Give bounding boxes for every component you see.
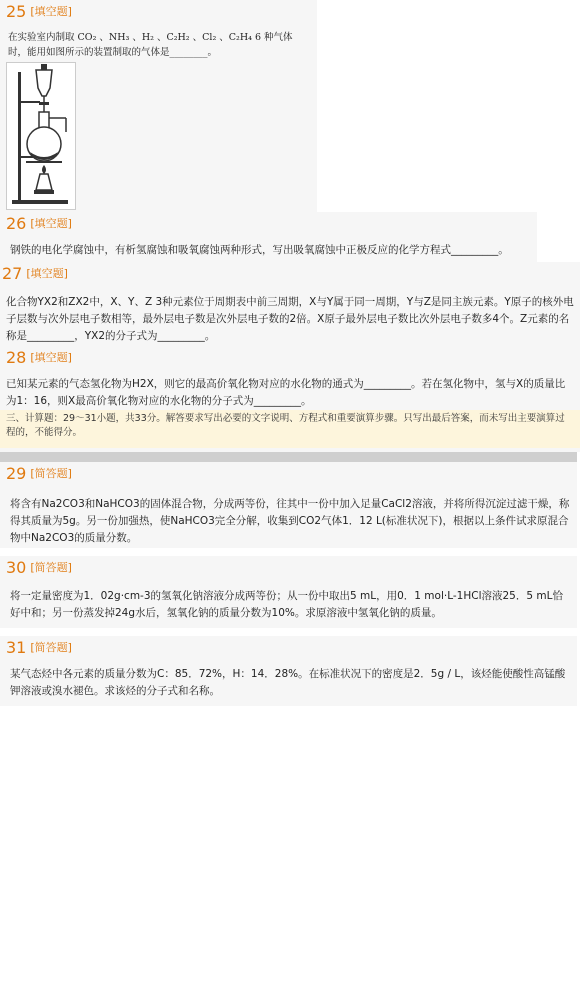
section-divider (0, 452, 577, 462)
question-header (6, 348, 72, 367)
question-number: 31 (6, 638, 27, 657)
question-type-tag: [简答题] (30, 641, 72, 654)
question-number: 25 (6, 2, 27, 21)
question-text: 将含有Na2CO3和NaHCO3的固体混合物，分成两等份，往其中一份中加入足量CaCl2溶液，并将所得沉淀过滤干燥，称得其质量为5g。另一份加强热，使NaHCO3完全分解，收集到CO2气体1．12 L(标准状况下)，根据以上条件试求原混合物中Na2CO3的质量分数。 (10, 498, 570, 544)
question-number: 29 (6, 464, 27, 483)
question-text: 将一定量密度为1．02g·cm-3的氢氧化钠溶液分成两等份；从一份中取出5 mL，用0．1 mol·L-1HCl溶液25．5 mL恰好中和；另一份蒸发掉24g水后，氢氧化钠的质量分数为10%。求原溶液中氢氧化钠的质量。 (10, 590, 563, 619)
question-25 (0, 0, 317, 212)
question-number: 30 (6, 558, 27, 577)
question-header (6, 638, 72, 657)
question-header (6, 558, 72, 577)
question-text: 某气态烃中各元素的质量分数为C：85．72%，H：14．28%。在标准状况下的密度是2．5g / L，该烃能使酸性高锰酸钾溶液或溴水褪色。求该烃的分子式和名称。 (10, 668, 566, 697)
question-27 (0, 262, 580, 346)
question-type-tag: [填空题] (30, 217, 72, 230)
question-header (6, 214, 72, 233)
question-type-tag: [填空题] (30, 351, 72, 364)
question-text: 化合物YX2和ZX2中，X、Y、Z 3种元素位于周期表中前三周期，X与Y属于同一周期，Y与Z是同主族元素。Y原子的核外电子层数与次外层电子数相等，最外层电子数是次外层电子数的2倍。X原子最外层电子数比次外层电子数多4个。Z元素的名称是_________，YX2的分子式为_________。 (6, 296, 574, 342)
question-text: 已知某元素的气态氢化物为H2X，则它的最高价氧化物对应的水化物的通式为_________。若在氢化物中，氢与X的质量比为1：16，则X最高价氧化物对应的水化物的分子式为_________。 (6, 378, 566, 407)
question-type-tag: [简答题] (30, 561, 72, 574)
question-29 (0, 462, 577, 548)
question-number: 27 (2, 264, 23, 283)
question-header (6, 2, 72, 21)
question-type-tag: [简答题] (30, 467, 72, 480)
question-26 (0, 212, 537, 262)
question-type-tag: [填空题] (30, 5, 72, 18)
question-number: 26 (6, 214, 27, 233)
question-text: 在实验室内制取 CO₂ 、NH₃ 、H₂ 、C₂H₂ 、Cl₂ 、C₂H₄ 6 种气体时，能用如图所示的装置制取的气体是________。 (8, 32, 293, 58)
section-note: 三、计算题：29～31小题，共33分。解答要求写出必要的文字说明、方程式和重要演算步骤。只写出最后答案，而未写出主要演算过程的，不能得分。 (0, 410, 580, 448)
question-text: 钢铁的电化学腐蚀中，有析氢腐蚀和吸氧腐蚀两种形式，写出吸氧腐蚀中正极反应的化学方程式_________。 (10, 244, 509, 256)
question-type-tag: [填空题] (26, 267, 68, 280)
question-31 (0, 636, 577, 706)
question-number: 28 (6, 348, 27, 367)
question-header (6, 464, 72, 483)
question-header (2, 264, 68, 283)
question-30 (0, 556, 577, 628)
lab-apparatus-figure (6, 62, 76, 210)
